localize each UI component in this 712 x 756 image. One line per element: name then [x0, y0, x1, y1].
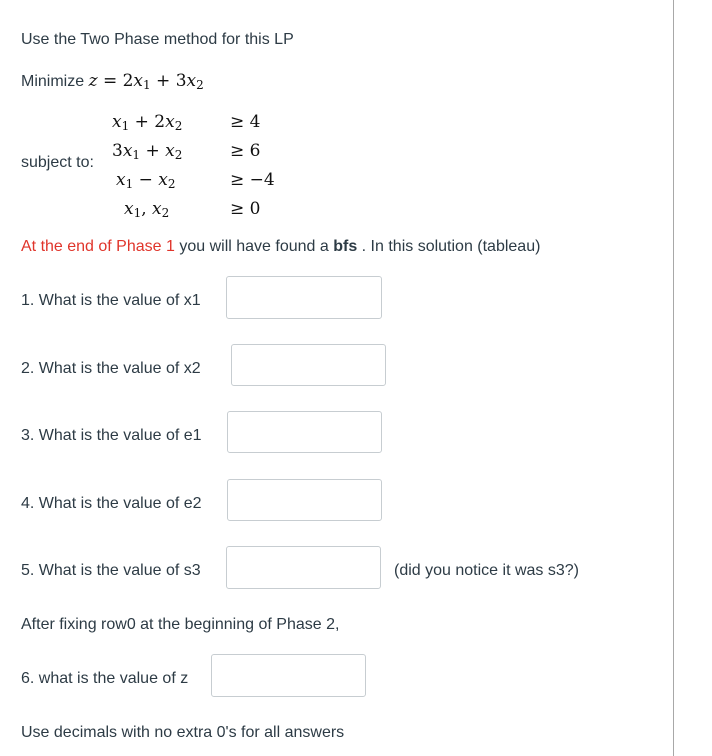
- answer-e2-input[interactable]: [227, 479, 382, 521]
- answer-z-input[interactable]: [211, 654, 366, 697]
- intro-text: Use the Two Phase method for this LP: [21, 31, 294, 48]
- answer-x1-input[interactable]: [226, 276, 382, 319]
- s3-note: (did you notice it was s3?): [394, 562, 579, 579]
- phase-sentence: At the end of Phase 1 you will have found a bfs . In this solution (tableau): [21, 238, 541, 255]
- question-4-label: 4. What is the value of e2: [21, 495, 202, 512]
- constraint-3-lhs: $x_1 - x_2$: [116, 170, 176, 191]
- constraint-4-rhs: ≥ 0: [230, 199, 261, 219]
- constraint-2-lhs: $3x_1 + x_2$: [112, 141, 183, 162]
- answer-s3-input[interactable]: [226, 546, 381, 589]
- constraint-1-lhs: $x_1 + 2x_2$: [112, 112, 183, 133]
- question-1-label: 1. What is the value of x1: [21, 292, 201, 309]
- question-6-label: 6. what is the value of z: [21, 670, 189, 687]
- question-2-label: 2. What is the value of x2: [21, 360, 201, 377]
- constraint-3-rhs: ≥ −4: [230, 170, 275, 190]
- objective-line: [21, 71, 204, 91]
- question-5-label: 5. What is the value of s3: [21, 562, 201, 579]
- footer-note: Use decimals with no extra 0's for all answers: [21, 724, 345, 741]
- answer-e1-input[interactable]: [227, 411, 382, 453]
- objective-expression: $z = 2x_1 + 3x_2$: [88, 71, 204, 92]
- constraint-1-rhs: ≥ 4: [230, 112, 261, 132]
- phase-highlight: At the end of Phase 1: [21, 238, 175, 255]
- question-3-label: 3. What is the value of e1: [21, 427, 202, 444]
- constraint-4-lhs: $x_1$, $x_2$: [124, 199, 170, 220]
- bfs-term: bfs: [333, 238, 358, 255]
- objective-label: Minimize: [21, 73, 85, 90]
- answer-x2-input[interactable]: [231, 344, 386, 386]
- constraint-2-rhs: ≥ 6: [230, 141, 261, 161]
- constraints-label: subject to:: [21, 154, 94, 171]
- page-divider: [673, 0, 674, 756]
- phase2-text: After fixing row0 at the beginning of Phase 2,: [21, 616, 340, 633]
